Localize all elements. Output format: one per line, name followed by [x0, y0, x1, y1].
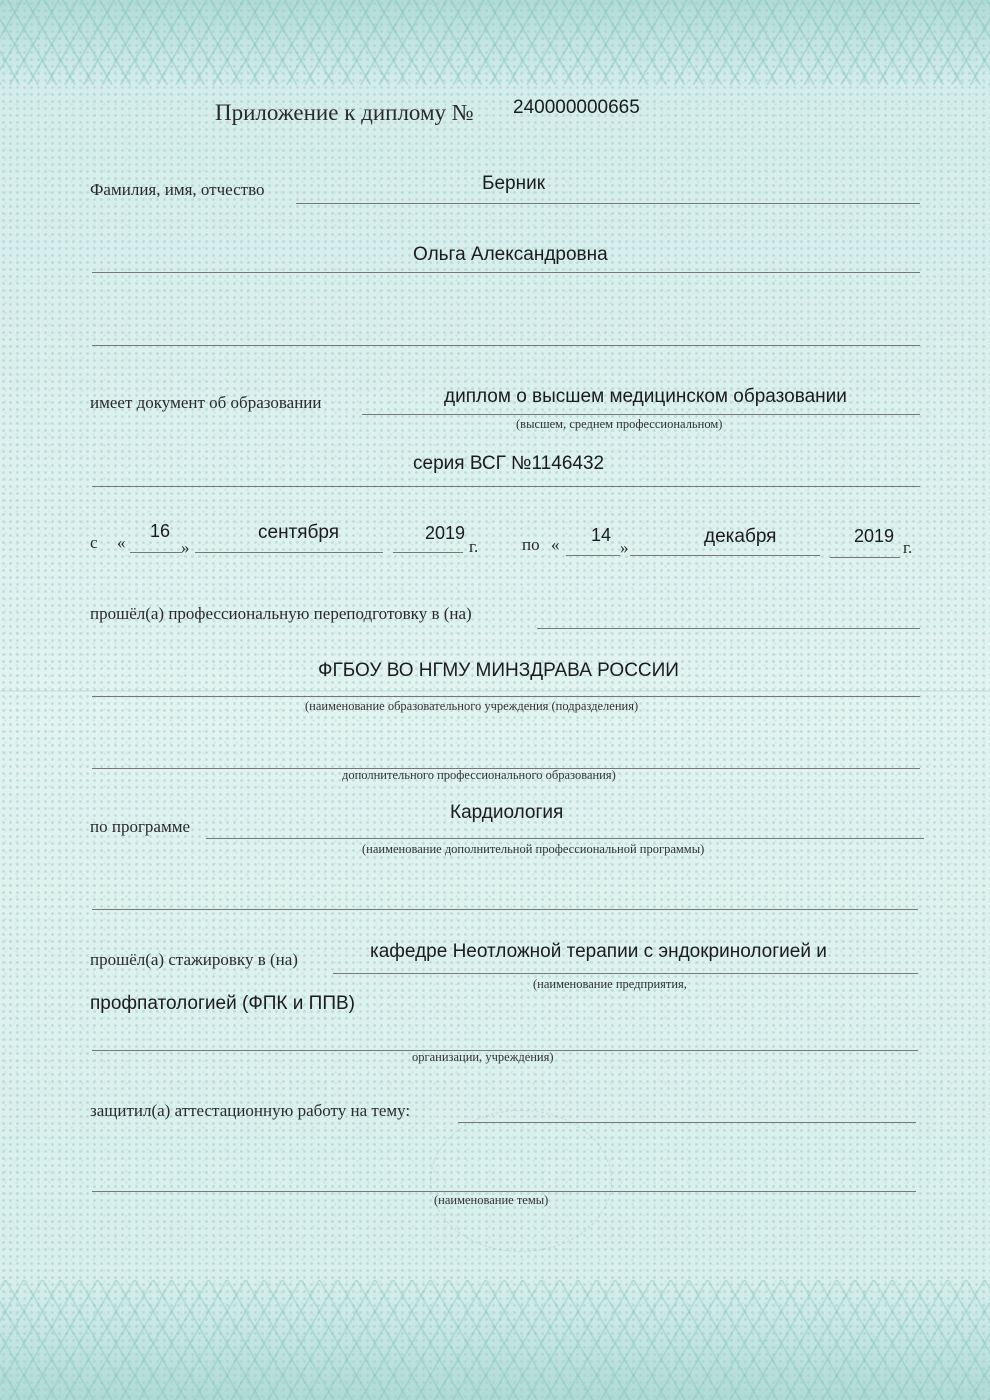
year-suffix: г. — [469, 537, 479, 556]
institution-caption: (наименование образовательного учреждения (подразделения) — [305, 699, 639, 713]
faded-seal — [430, 1110, 612, 1252]
internship-caption-cont: организации, учреждения) — [412, 1050, 554, 1064]
education-label: имеет документ об образовании — [90, 393, 322, 412]
first-middle-name: Ольга Александровна — [413, 244, 608, 265]
to-prefix: по — [522, 535, 540, 554]
underline — [566, 555, 620, 556]
underline — [92, 1191, 916, 1192]
underline — [206, 838, 924, 839]
last-name: Берник — [482, 173, 546, 194]
from-prefix: с — [90, 533, 98, 552]
underline — [92, 696, 920, 697]
underline — [362, 414, 920, 415]
from-day: 16 — [150, 521, 171, 541]
underline — [92, 345, 920, 346]
education-caption: (высшем, среднем профессиональном) — [516, 417, 723, 431]
internship-label: прошёл(а) стажировку в (на) — [90, 950, 298, 969]
to-year: 2019 — [854, 526, 895, 546]
decorative-top-border — [0, 0, 990, 85]
underline — [393, 552, 463, 553]
retraining-label: прошёл(а) профессиональную переподготовку в (на) — [90, 604, 472, 623]
close-quote: » — [181, 538, 190, 557]
to-month: декабря — [704, 526, 777, 547]
open-quote: « — [117, 533, 126, 552]
underline — [333, 973, 918, 974]
document-title: Приложение к диплому № — [215, 100, 474, 125]
program-name: Кардиология — [450, 802, 564, 823]
underline — [830, 557, 900, 558]
education-series: серия ВСГ №1146432 — [413, 453, 605, 474]
internship-caption: (наименование предприятия, — [533, 977, 687, 991]
underline — [92, 909, 918, 910]
education-document: диплом о высшем медицинском образовании — [444, 386, 847, 407]
underline — [296, 203, 920, 204]
underline — [130, 552, 182, 553]
from-year: 2019 — [425, 523, 466, 543]
year-suffix: г. — [903, 538, 913, 557]
underline — [92, 272, 920, 273]
internship-place-cont: профпатологией (ФПК и ППВ) — [90, 993, 355, 1014]
internship-place: кафедре Неотложной терапии с эндокринологией и — [370, 941, 827, 962]
program-label: по программе — [90, 817, 191, 836]
from-month: сентября — [258, 522, 340, 543]
underline — [195, 552, 383, 553]
underline — [458, 1122, 916, 1123]
close-quote: » — [620, 538, 629, 557]
thesis-label: защитил(а) аттестационную работу на тему: — [90, 1101, 411, 1120]
underline — [537, 628, 920, 629]
underline — [92, 486, 920, 487]
diploma-number: 240000000665 — [513, 97, 640, 118]
to-day: 14 — [591, 525, 612, 545]
open-quote: « — [551, 535, 560, 554]
underline — [630, 555, 820, 556]
institution-caption-cont: дополнительного профессионального образования) — [342, 768, 616, 782]
fio-label: Фамилия, имя, отчество — [90, 180, 265, 199]
retraining-institution: ФГБОУ ВО НГМУ МИНЗДРАВА РОССИИ — [318, 660, 679, 681]
paper-fold — [0, 690, 990, 692]
thesis-caption: (наименование темы) — [434, 1193, 549, 1207]
program-caption: (наименование дополнительной профессиональной программы) — [362, 842, 705, 856]
decorative-bottom-border — [0, 1280, 990, 1400]
